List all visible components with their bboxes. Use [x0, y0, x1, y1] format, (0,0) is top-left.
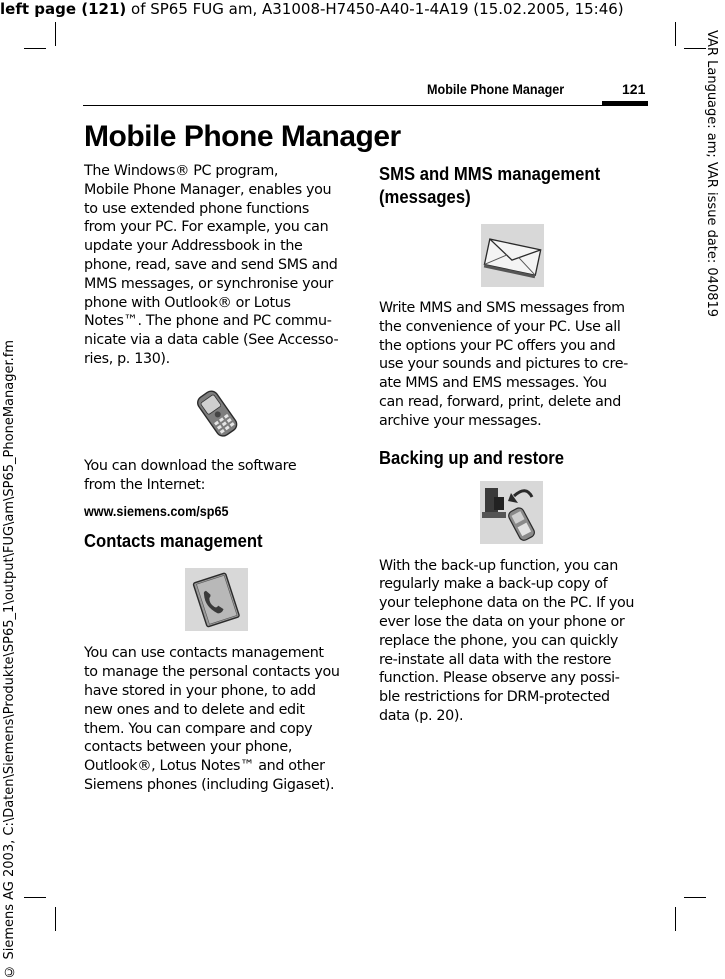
text-line: can read, forward, print, delete and	[379, 393, 621, 410]
text-line: use your sounds and pictures to cre-	[379, 356, 628, 373]
left-column	[84, 162, 352, 795]
text-line: the options your PC offers you and	[379, 337, 616, 354]
text-line: Mobile Phone Manager, enables you	[84, 181, 332, 198]
text-line: the convenience of your PC. Use all	[379, 318, 621, 335]
text-line: With the back-up function, you can	[379, 557, 618, 574]
crop-mark	[684, 897, 706, 898]
crop-mark	[55, 907, 56, 931]
text-line: phone, read, save and send SMS and	[84, 256, 338, 273]
crop-mark	[24, 48, 46, 49]
text-line: function. Please observe any possi-	[379, 670, 620, 687]
text-line: Notes™. The phone and PC commu-	[84, 313, 332, 330]
text-line: your telephone data on the PC. If you	[379, 595, 635, 612]
text-line: to manage the personal contacts you	[84, 664, 340, 681]
sms-heading	[379, 162, 620, 208]
page-number: 121	[622, 81, 646, 97]
text-line: from your PC. For example, you can	[84, 219, 329, 236]
backup-heading: Backing up and restore	[379, 446, 565, 468]
text-line: Siemens phones (including Gigaset).	[84, 776, 335, 793]
text-line: You can download the software	[84, 457, 297, 474]
text-line: ries, p. 130).	[84, 350, 170, 367]
text-line: contacts between your phone,	[84, 739, 293, 756]
print-info-prefix: left page (121)	[0, 0, 127, 18]
text-line: archive your messages.	[379, 412, 542, 429]
text-line: ate MMS and EMS messages. You	[379, 375, 607, 392]
print-info-rest: of SP65 FUG am, A31008-H7450-A40-1-4A19 (15.02.2005, 15:46)	[126, 0, 624, 18]
copyright-path: © Siemens AG 2003, C:\Daten\Siemens\Produkte\SP65_1\output\FUG\am\SP65_PhoneManager.fm	[2, 340, 17, 979]
text-line: update your Addressbook in the	[84, 238, 303, 255]
text-line: regularly make a back-up copy of	[379, 576, 608, 593]
backup-paragraph	[379, 557, 647, 726]
text-line: MMS messages, or synchronise your	[84, 275, 333, 292]
text-line: new ones and to delete and edit	[84, 701, 305, 718]
heading-line: SMS and MMS management	[379, 163, 601, 184]
download-link[interactable]: www.siemens.com/sp65	[84, 503, 229, 520]
text-line: data (p. 20).	[379, 707, 464, 724]
text-line: from the Internet:	[84, 476, 206, 493]
backup-restore-icon	[480, 481, 543, 544]
crop-mark	[55, 22, 56, 46]
text-line: them. You can compare and copy	[84, 720, 313, 737]
text-line: nicate via a data cable (See Accesso-	[84, 332, 339, 349]
crop-mark	[24, 897, 46, 898]
header-rule	[83, 105, 648, 106]
text-line: Write MMS and SMS messages from	[379, 300, 625, 316]
text-line: have stored in your phone, to add	[84, 682, 316, 699]
header-tab	[602, 101, 648, 106]
text-line: The Windows® PC program,	[84, 163, 279, 179]
page-title: Mobile Phone Manager	[84, 120, 401, 153]
text-line: re-instate all data with the restore	[379, 651, 612, 668]
crop-mark	[675, 22, 676, 46]
envelope-icon	[481, 224, 544, 287]
download-paragraph	[84, 457, 352, 495]
crop-mark	[684, 48, 706, 49]
heading-line: (messages)	[379, 186, 471, 207]
var-info: VAR Language: am; VAR issue date: 040819	[704, 30, 719, 318]
address-book-icon	[185, 568, 248, 631]
text-line: to use extended phone functions	[84, 200, 309, 217]
text-line: replace the phone, you can quickly	[379, 632, 619, 649]
text-line: phone with Outlook® or Lotus	[84, 294, 291, 311]
text-line: You can use contacts management	[84, 645, 324, 662]
mobile-phone-icon	[190, 388, 246, 438]
sms-paragraph	[379, 299, 647, 431]
print-info	[0, 0, 725, 18]
right-column	[379, 162, 647, 726]
text-line: ble restrictions for DRM-protected	[379, 689, 610, 706]
intro-paragraph	[84, 162, 352, 369]
contacts-heading: Contacts management	[84, 530, 263, 552]
contacts-paragraph	[84, 644, 352, 794]
text-line: ever lose the data on your phone or	[379, 613, 625, 630]
running-header-title: Mobile Phone Manager	[427, 81, 565, 97]
crop-mark	[675, 907, 676, 931]
text-line: Outlook®, Lotus Notes™ and other	[84, 758, 325, 775]
